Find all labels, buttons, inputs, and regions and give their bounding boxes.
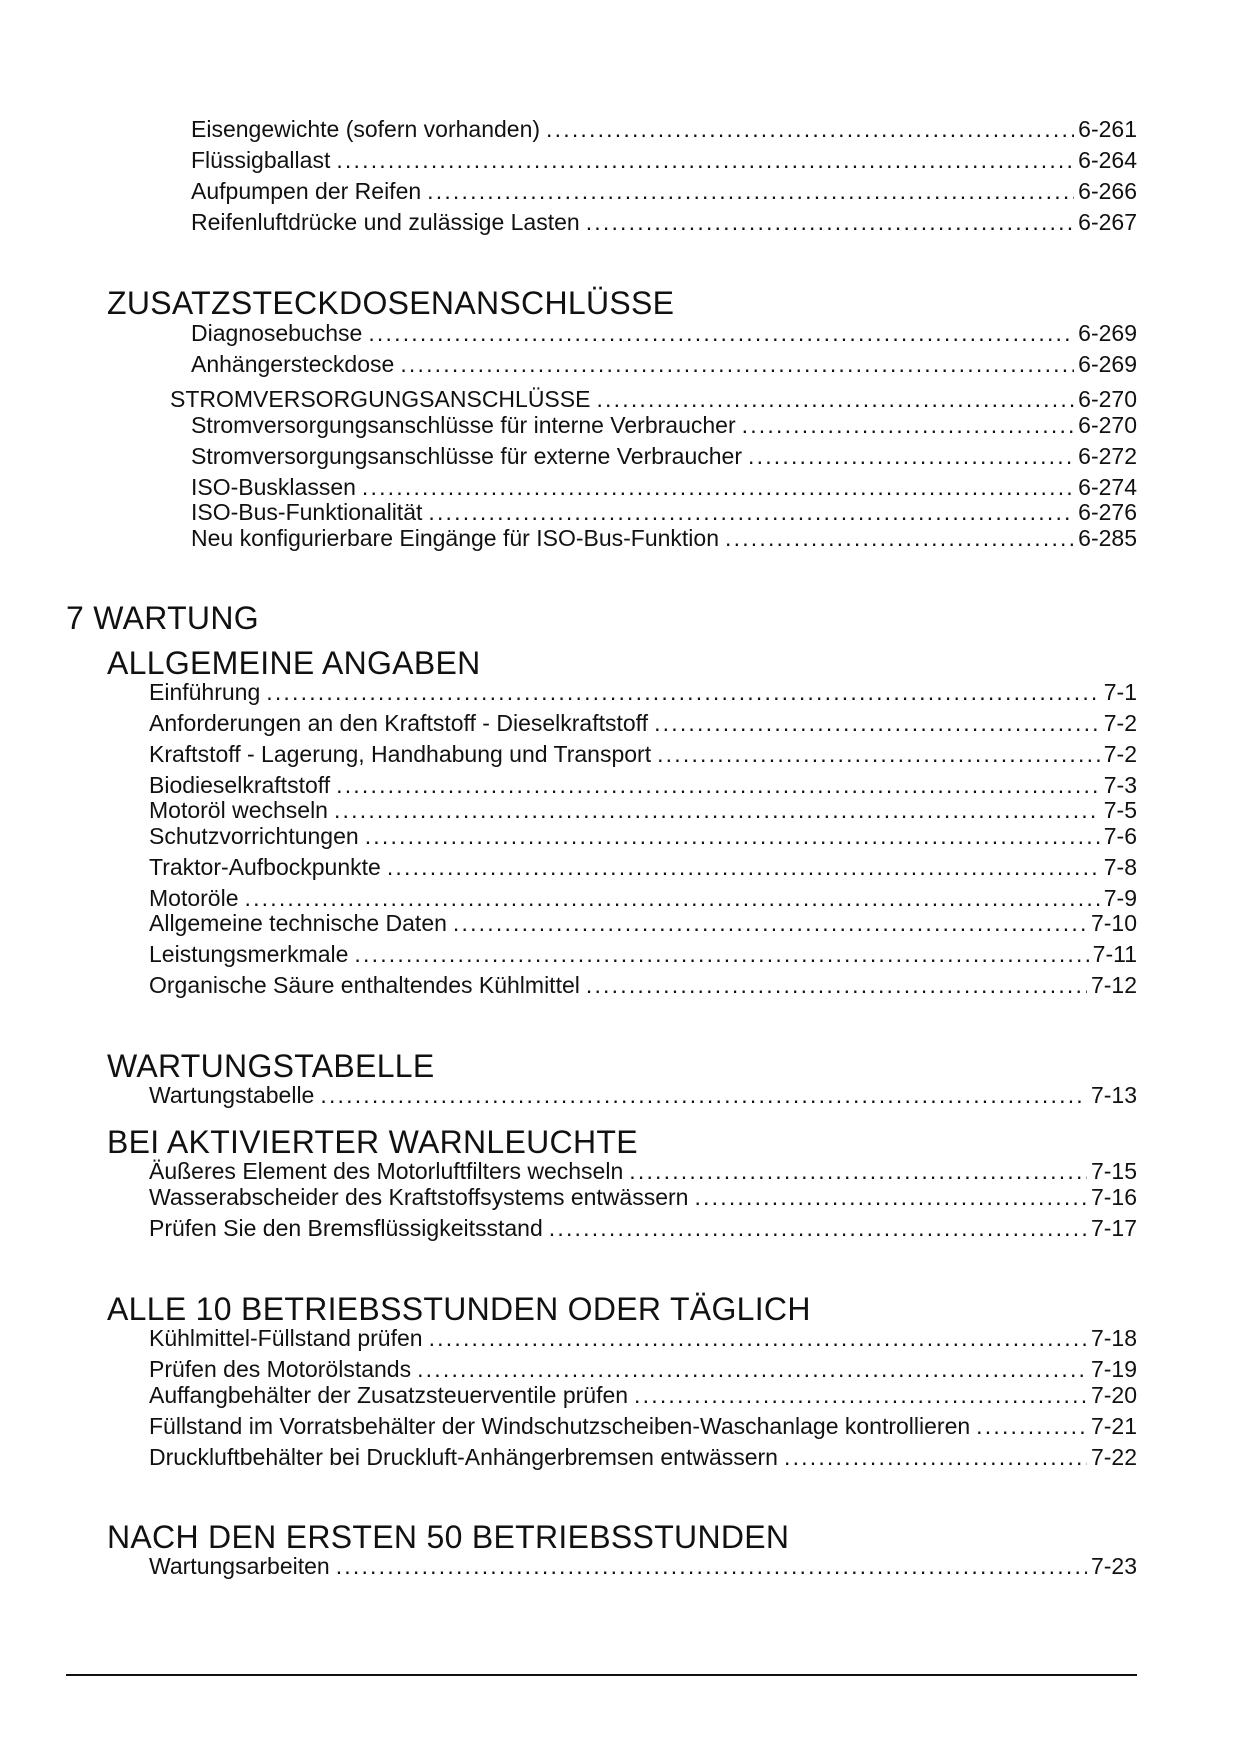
leader-dots (453, 910, 1087, 937)
section-heading[interactable]: ZUSATZSTECKDOSENANSCHLÜSSE (107, 285, 675, 321)
leader-dots (354, 941, 1088, 968)
toc-entry-label: Wasserabscheider des Kraftstoffsystems entwässern (149, 1184, 689, 1210)
toc-entry[interactable] (191, 320, 1137, 347)
leader-dots (334, 797, 1100, 824)
toc-entry-label: Auffangbehälter der Zusatzsteuerventile prüfen (149, 1382, 629, 1408)
leader-dots (368, 320, 1074, 347)
section-heading[interactable]: ALLE 10 BETRIEBSSTUNDEN ODER TÄGLICH (107, 1291, 811, 1327)
leader-dots (400, 351, 1074, 378)
leader-dots (596, 386, 1074, 413)
leader-dots (694, 1184, 1087, 1211)
leader-dots (725, 525, 1074, 552)
toc-entry-label: Motoröl wechseln (149, 797, 328, 823)
toc-entry-page: 6-285 (1078, 525, 1137, 551)
toc-entry[interactable] (149, 741, 1137, 768)
toc-entry-label: Füllstand im Vorratsbehälter der Windschutzscheiben-Waschanlage kontrollieren (149, 1413, 971, 1439)
toc-entry-page: 7-6 (1103, 823, 1137, 849)
toc-entry-page: 6-267 (1078, 209, 1137, 235)
leader-dots (634, 1382, 1087, 1409)
toc-entry-label: Wartungstabelle (149, 1082, 315, 1108)
toc-entry[interactable] (149, 797, 1137, 824)
toc-entry[interactable] (149, 941, 1137, 968)
leader-dots (365, 823, 1100, 850)
toc-entry-label: Flüssigballast (191, 147, 331, 173)
toc-entry-label: Anforderungen an den Kraftstoff - Dieselkraftstoff (149, 710, 649, 736)
toc-entry[interactable] (191, 412, 1137, 439)
toc-entry-page: 7-5 (1103, 797, 1137, 823)
toc-entry-label: Organische Säure enthaltendes Kühlmittel (149, 972, 580, 998)
toc-entry[interactable] (149, 1444, 1137, 1471)
toc-entry[interactable] (149, 854, 1137, 881)
footer-rule (66, 1674, 1137, 1676)
toc-entry[interactable] (149, 1382, 1137, 1409)
toc-entry-label: Eisengewichte (sofern vorhanden) (191, 116, 541, 142)
leader-dots (976, 1413, 1087, 1440)
toc-entry[interactable] (191, 116, 1137, 143)
section-heading[interactable]: WARTUNGSTABELLE (107, 1048, 435, 1084)
toc-entry[interactable] (149, 679, 1137, 706)
toc-entry-label: Biodieselkraftstoff (149, 772, 331, 798)
toc-entry[interactable] (149, 1158, 1137, 1185)
toc-entry[interactable] (149, 823, 1137, 850)
toc-entry[interactable] (191, 499, 1137, 526)
toc-entry-page: 7-12 (1090, 972, 1137, 998)
toc-entry-page: 7-22 (1090, 1444, 1137, 1470)
toc-entry[interactable] (191, 178, 1137, 205)
toc-entry-label: Schutzvorrichtungen (149, 823, 359, 849)
toc-entry-page: 7-8 (1103, 854, 1137, 880)
leader-dots (784, 1444, 1087, 1471)
leader-dots (336, 772, 1100, 799)
toc-entry-page: 6-270 (1078, 412, 1137, 438)
section-heading[interactable]: BEI AKTIVIERTER WARNLEUCHTE (107, 1124, 638, 1160)
toc-entry-page: 7-10 (1090, 910, 1137, 936)
toc-entry-label: Stromversorgungsanschlüsse für interne Verbraucher (191, 412, 736, 438)
leader-dots (427, 178, 1074, 205)
toc-entry-page: 6-269 (1078, 351, 1137, 377)
toc-entry-label: Anhängersteckdose (191, 351, 395, 377)
toc-entry-page: 6-264 (1078, 147, 1137, 173)
toc-subsection-label: STROMVERSORGUNGSANSCHLÜSSE (170, 386, 591, 412)
toc-entry[interactable] (149, 1215, 1137, 1242)
toc-entry[interactable] (149, 1553, 1137, 1580)
leader-dots (629, 1158, 1087, 1185)
toc-entry-page: 7-13 (1090, 1082, 1137, 1108)
leader-dots (244, 885, 1099, 912)
leader-dots (654, 710, 1100, 737)
toc-entry-label: Stromversorgungsanschlüsse für externe Verbraucher (191, 443, 743, 469)
toc-entry-page: 7-20 (1090, 1382, 1137, 1408)
toc-entry-label: Einführung (149, 679, 261, 705)
toc-entry-page: 7-11 (1092, 941, 1137, 967)
leader-dots (336, 147, 1074, 174)
toc-entry[interactable] (191, 209, 1137, 236)
toc-entry-label: Äußeres Element des Motorluftfilters wechseln (149, 1158, 624, 1184)
leader-dots (320, 1082, 1087, 1109)
toc-entry-label: ISO-Busklassen (191, 474, 356, 500)
toc-entry[interactable] (149, 1082, 1137, 1109)
toc-entry-page: 7-2 (1103, 741, 1137, 767)
toc-entry-page: 7-2 (1103, 710, 1137, 736)
toc-entry-page: 6-270 (1078, 386, 1137, 412)
chapter-title[interactable]: 7 WARTUNG (66, 600, 259, 636)
toc-entry[interactable] (149, 910, 1137, 937)
toc-entry[interactable] (149, 1184, 1137, 1211)
toc-entry-label: ISO-Bus-Funktionalität (191, 499, 423, 525)
toc-entry-page: 7-21 (1090, 1413, 1137, 1439)
toc-entry-label: Leistungsmerkmale (149, 941, 349, 967)
leader-dots (429, 1325, 1087, 1352)
toc-entry[interactable] (149, 972, 1137, 999)
toc-entry[interactable] (149, 1356, 1137, 1383)
toc-entry-label: Kraftstoff - Lagerung, Handhabung und Transport (149, 741, 652, 767)
toc-entry-page: 7-9 (1103, 885, 1137, 911)
toc-entry-page: 7-1 (1103, 679, 1137, 705)
leader-dots (428, 499, 1074, 526)
leader-dots (362, 474, 1074, 501)
toc-entry[interactable] (149, 1325, 1137, 1352)
leader-dots (336, 1553, 1087, 1580)
toc-entry-label: Allgemeine technische Daten (149, 910, 447, 936)
toc-entry-page: 6-274 (1078, 474, 1137, 500)
section-heading[interactable]: NACH DEN ERSTEN 50 BETRIEBSSTUNDEN (107, 1519, 790, 1555)
toc-entry-label: Reifenluftdrücke und zulässige Lasten (191, 209, 580, 235)
toc-entry-label: Aufpumpen der Reifen (191, 178, 422, 204)
toc-entry-label: Kühlmittel-Füllstand prüfen (149, 1325, 423, 1351)
toc-entry-label: Prüfen des Motorölstands (149, 1356, 412, 1382)
leader-dots (417, 1356, 1087, 1383)
toc-entry[interactable] (149, 710, 1137, 737)
toc-entry-page: 7-3 (1103, 772, 1137, 798)
toc-entry-label: Traktor-Aufbockpunkte (149, 854, 381, 880)
toc-entry-page: 7-17 (1090, 1215, 1137, 1241)
toc-entry-page: 7-15 (1090, 1158, 1137, 1184)
toc-entry-label: Wartungsarbeiten (149, 1553, 330, 1579)
toc-entry-page: 7-16 (1090, 1184, 1137, 1210)
toc-subsection[interactable] (170, 386, 1137, 413)
toc-entry-label: Prüfen Sie den Bremsflüssigkeitsstand (149, 1215, 543, 1241)
toc-entry-page: 7-19 (1090, 1356, 1137, 1382)
toc-entry-label: Diagnosebuchse (191, 320, 363, 346)
leader-dots (742, 412, 1075, 439)
leader-dots (586, 972, 1087, 999)
leader-dots (748, 443, 1074, 470)
toc-entry[interactable] (149, 1413, 1137, 1440)
toc-entry[interactable] (191, 474, 1137, 501)
leader-dots (586, 209, 1074, 236)
toc-entry[interactable] (191, 351, 1137, 378)
toc-entry-label: Motoröle (149, 885, 239, 911)
leader-dots (546, 116, 1074, 143)
toc-entry[interactable] (191, 443, 1137, 470)
toc-entry[interactable] (149, 772, 1137, 799)
leader-dots (657, 741, 1100, 768)
toc-entry-page: 6-276 (1078, 499, 1137, 525)
toc-entry[interactable] (191, 525, 1137, 552)
leader-dots (387, 854, 1100, 881)
toc-entry[interactable] (191, 147, 1137, 174)
toc-entry-page: 6-269 (1078, 320, 1137, 346)
toc-entry[interactable] (149, 885, 1137, 912)
toc-entry-page: 6-272 (1078, 443, 1137, 469)
toc-entry-page: 7-18 (1090, 1325, 1137, 1351)
toc-entry-page: 6-266 (1078, 178, 1137, 204)
toc-entry-page: 6-261 (1078, 116, 1137, 142)
leader-dots (266, 679, 1100, 706)
toc-entry-page: 7-23 (1090, 1553, 1137, 1579)
leader-dots (549, 1215, 1087, 1242)
section-heading[interactable]: ALLGEMEINE ANGABEN (107, 645, 481, 681)
toc-entry-label: Neu konfigurierbare Eingänge für ISO-Bus-Funktion (191, 525, 720, 551)
toc-entry-label: Druckluftbehälter bei Druckluft-Anhängerbremsen entwässern (149, 1444, 778, 1470)
